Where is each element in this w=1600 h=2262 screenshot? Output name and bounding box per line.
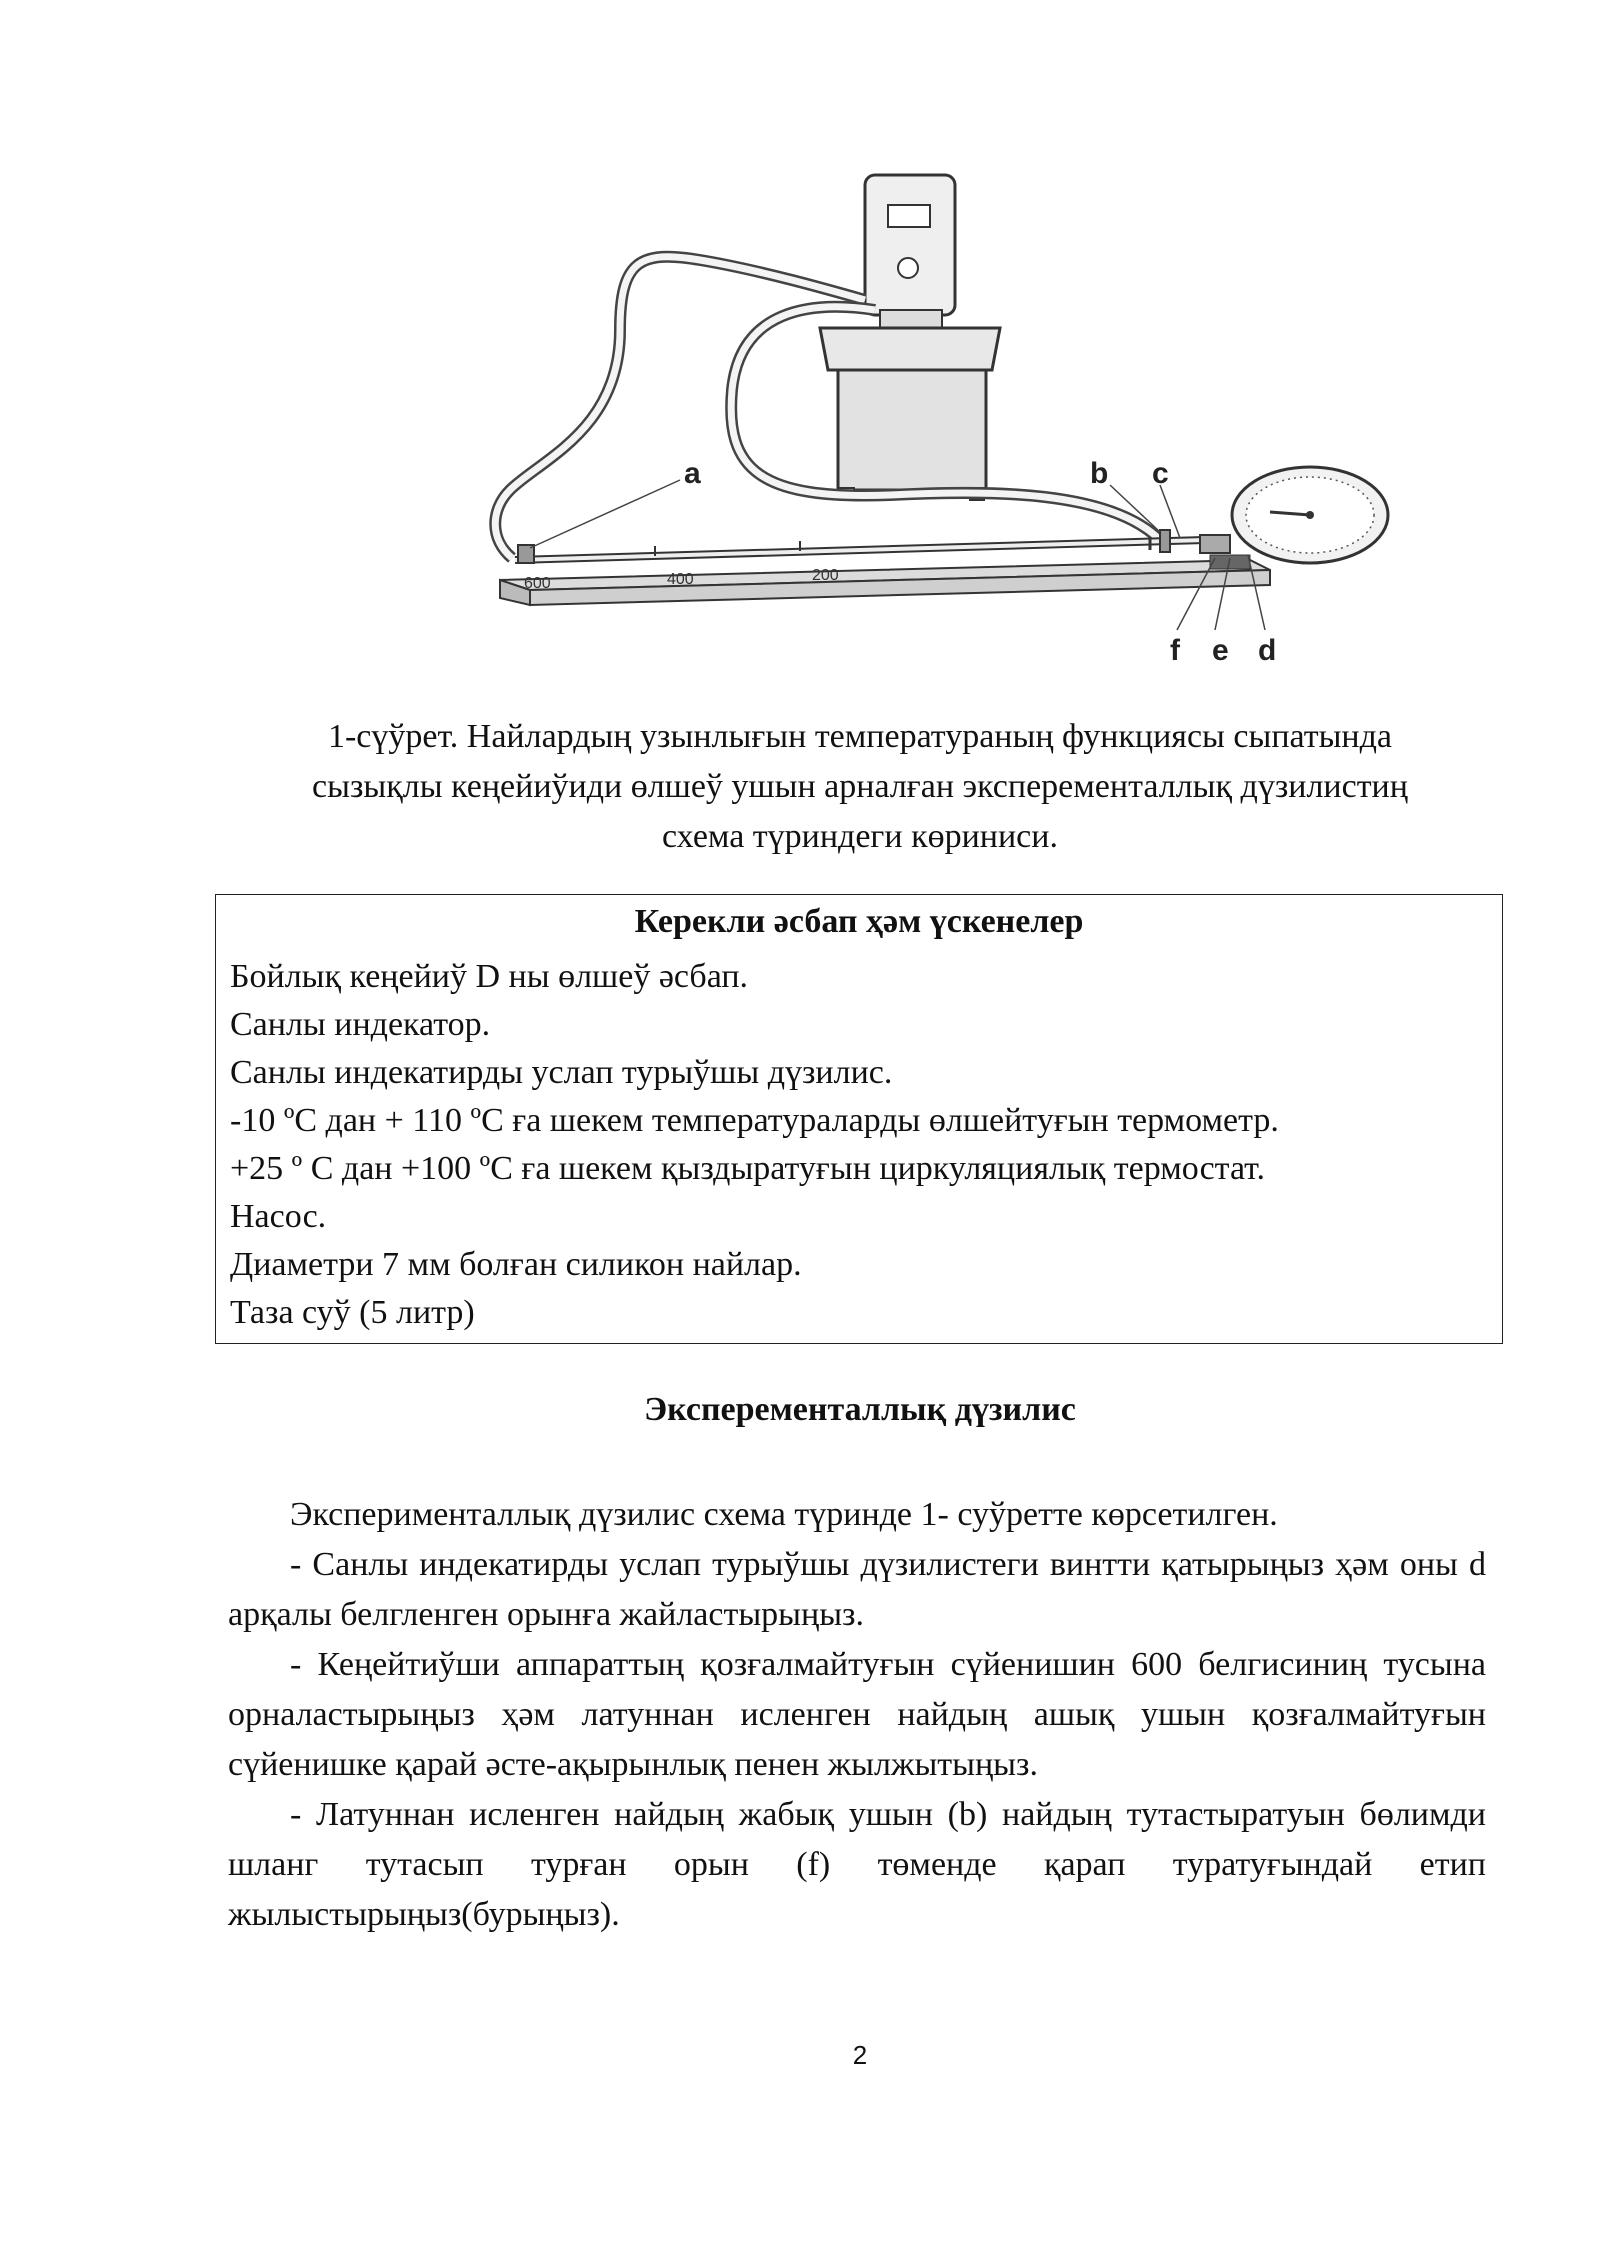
label-d: d: [1258, 634, 1277, 667]
dial-indicator: [1200, 467, 1388, 563]
label-e: e: [1212, 634, 1229, 667]
equipment-item: Насос.: [230, 1198, 327, 1235]
label-b: b: [1090, 457, 1109, 490]
caption-line: сызықлы кеңейиўиди өлшеў ушын арналған эксперементаллық дүзилистиң: [312, 768, 1408, 805]
paragraph: - Латуннан исленген найдың жабық ушын (b) найдың тутастыратуын бөлимди шланг тутасып турған орын (f) төменде қарап туратуғындай етип жылыстырыңыз(бурыңыз).: [228, 1796, 1486, 1933]
equipment-item: Таза суў (5 литр): [230, 1294, 475, 1331]
paragraph: Эксперименталлық дүзилис схема түринде 1- суўретте көрсетилген.: [290, 1496, 1278, 1533]
equipment-item: Санлы индекатирды услап турыўшы дүзилис.: [230, 1054, 893, 1091]
equipment-item: Диаметри 7 мм болған силикон найлар.: [230, 1246, 802, 1283]
figure-caption: [215, 712, 1505, 862]
equipment-item: Санлы индекатор.: [230, 1006, 491, 1043]
silicone-hoses: [495, 257, 1160, 558]
apparatus-figure: [470, 160, 1410, 680]
equipment-item: -10 ºC дан + 110 ºC ға шекем температураларды өлшейтуғын термометр.: [230, 1102, 1279, 1139]
equipment-box: [215, 894, 1503, 1344]
equipment-item: +25 º C дан +100 ºC ға шекем қыздыратуғын циркуляциялық термостат.: [230, 1150, 1265, 1187]
equipment-title: Керекли әсбап ҳәм үскенелер: [634, 903, 1084, 940]
scale-mark-400: 400: [667, 571, 694, 588]
circulation-thermostat: [820, 175, 1000, 500]
equipment-item: Бойлық кеңейиў D ны өлшеў әсбап.: [230, 958, 749, 995]
paragraph: - Санлы индекатирды услап турыўшы дүзилистеги винтти қатырыңыз ҳәм оны d арқалы белгленген орынға жайластырыңыз.: [228, 1546, 1486, 1633]
label-a: a: [684, 457, 701, 490]
label-c: c: [1152, 457, 1169, 490]
label-f: f: [1170, 634, 1180, 667]
scale-mark-600: 600: [524, 575, 551, 592]
body-text: [228, 1490, 1486, 1940]
paragraph: - Кеңейтиўши аппараттың қозғалмайтуғын сүйенишин 600 белгисиниң тусына орналастырыңыз ҳәм латуннан исленген найдың ашық ушын қозғалмайтуғын сүйенишке қарай әсте-ақырынлық пенен жылжытыңыз.: [228, 1646, 1486, 1783]
section-title: Эксперементаллық дүзилис: [644, 1391, 1076, 1428]
expansion-base: [500, 530, 1270, 605]
caption-line: схема түриндеги көриниси.: [662, 818, 1058, 855]
scale-mark-200: 200: [812, 567, 839, 584]
page-number: 2: [852, 2040, 868, 2070]
caption-line: 1-сүўрет. Найлардың узынлығын температураның функциясы сыпатында: [327, 718, 1393, 755]
